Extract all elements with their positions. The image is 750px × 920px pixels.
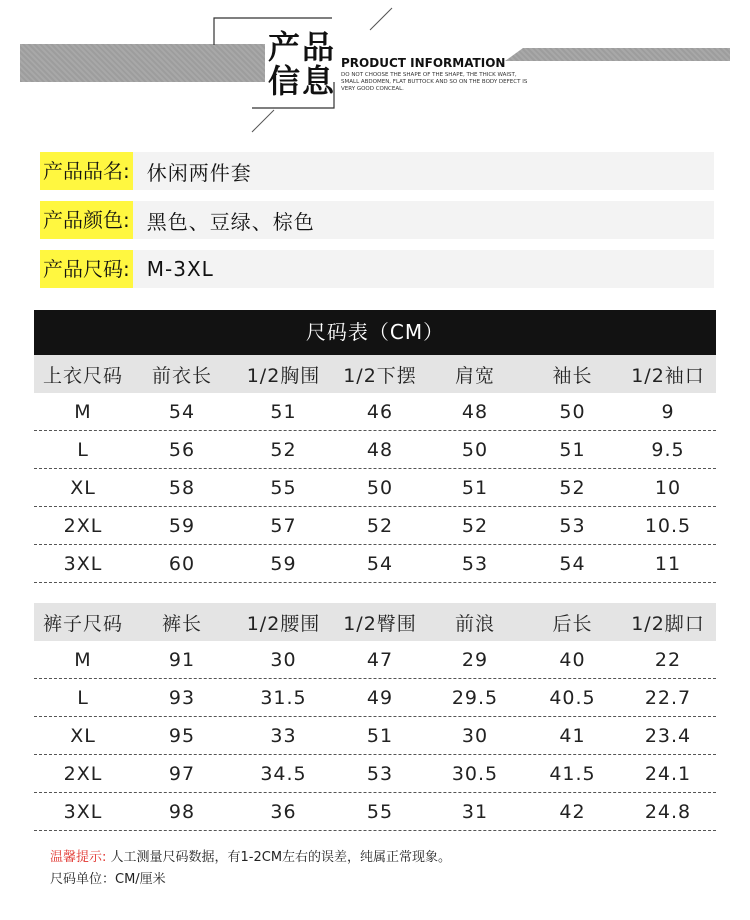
note-warn-label: 温馨提示: xyxy=(50,850,107,865)
table-cell: 24.1 xyxy=(644,762,692,785)
table-cell: 54 xyxy=(366,552,394,575)
header-cell: 裤长 xyxy=(161,612,202,635)
table-cell: 59 xyxy=(270,552,297,575)
header-cell: 1/2袖口 xyxy=(631,364,705,387)
table-cell: 57 xyxy=(270,514,297,537)
table-cell: 55 xyxy=(270,476,297,499)
measurement-note xyxy=(50,846,451,865)
table-header-row xyxy=(34,355,716,393)
table-row xyxy=(34,793,716,831)
table-cell: 55 xyxy=(366,800,394,823)
table-cell: M xyxy=(74,400,92,423)
table-cell: 52 xyxy=(559,476,586,499)
table-cell: M xyxy=(74,648,92,671)
table-cell: 33 xyxy=(270,724,297,747)
header-cell: 肩宽 xyxy=(454,364,495,387)
table-cell: 22.7 xyxy=(644,686,692,709)
table-row xyxy=(34,641,716,679)
product-info-banner xyxy=(0,0,750,140)
banner-title xyxy=(268,30,336,98)
table-header-row xyxy=(34,603,716,641)
table-cell: 53 xyxy=(366,762,394,785)
table-cell: 9.5 xyxy=(651,438,685,461)
table-cell: 51 xyxy=(559,438,586,461)
table-cell: 3XL xyxy=(63,552,103,575)
table-cell: 10 xyxy=(654,476,682,499)
header-cell: 1/2腰围 xyxy=(246,612,321,635)
table-cell: 31 xyxy=(461,800,489,823)
table-row xyxy=(34,717,716,755)
table-cell: 22 xyxy=(654,648,682,671)
table-cell: 11 xyxy=(654,552,682,575)
table-cell: 98 xyxy=(168,800,196,823)
table-cell: 24.8 xyxy=(644,800,692,823)
table-row xyxy=(34,679,716,717)
table-cell: 53 xyxy=(461,552,489,575)
top-size-table xyxy=(34,355,716,583)
table-cell: 2XL xyxy=(63,514,103,537)
header-cell: 前衣长 xyxy=(151,364,212,387)
table-cell: 91 xyxy=(168,648,196,671)
table-cell: 56 xyxy=(168,438,196,461)
table-cell: 9 xyxy=(661,400,675,423)
table-cell: 41 xyxy=(559,724,586,747)
table-cell: 50 xyxy=(366,476,394,499)
table-cell: 40.5 xyxy=(549,686,596,709)
table-cell: 58 xyxy=(168,476,196,499)
info-label: 产品品名: xyxy=(40,152,133,190)
table-cell: 97 xyxy=(168,762,196,785)
table-cell: 41.5 xyxy=(549,762,596,785)
header-cell: 袖长 xyxy=(552,364,593,387)
table-cell: L xyxy=(77,438,89,461)
table-cell: 3XL xyxy=(63,800,103,823)
header-cell: 1/2臀围 xyxy=(343,612,417,635)
table-cell: 49 xyxy=(366,686,394,709)
table-cell: 48 xyxy=(461,400,489,423)
table-cell: 54 xyxy=(559,552,586,575)
table-row xyxy=(34,431,716,469)
header-cell: 1/2下摆 xyxy=(343,364,417,387)
info-value: 黑色、豆绿、棕色 xyxy=(146,209,315,234)
header-cell: 上衣尺码 xyxy=(42,364,123,387)
table-cell: 46 xyxy=(366,400,394,423)
banner-title-line1: 产品 xyxy=(268,28,337,66)
table-cell: 50 xyxy=(461,438,489,461)
table-cell: L xyxy=(77,686,89,709)
header-cell: 前浪 xyxy=(454,612,495,635)
table-row xyxy=(34,393,716,431)
info-value: M-3XL xyxy=(146,257,214,281)
table-cell: 10.5 xyxy=(644,514,692,537)
info-row-name xyxy=(40,152,714,190)
banner-frame-lines xyxy=(0,0,750,140)
table-cell: XL xyxy=(70,724,96,747)
header-cell: 后长 xyxy=(552,612,593,635)
note-warn-text: 人工测量尺码数据，有1-2CM左右的误差，纯属正常现象。 xyxy=(110,850,452,865)
table-cell: 29 xyxy=(461,648,489,671)
banner-subtitle: DO NOT CHOOSE THE SHAPE OF THE SHAPE, THE THICK WAIST, SMALL ABDOMEN, FLAT BUTTOCK AND SO ON THE BODY DEFECT IS VERY GOOD CONCEAL. xyxy=(341,72,528,92)
table-cell: 51 xyxy=(461,476,489,499)
table-cell: 93 xyxy=(168,686,196,709)
table-cell: 50 xyxy=(559,400,586,423)
table-cell: 36 xyxy=(270,800,297,823)
table-cell: 51 xyxy=(366,724,394,747)
info-label: 产品尺码: xyxy=(40,250,133,288)
table-cell: 31.5 xyxy=(260,686,307,709)
table-cell: 42 xyxy=(559,800,586,823)
table-cell: 60 xyxy=(168,552,196,575)
table-cell: 59 xyxy=(168,514,196,537)
info-label: 产品颜色: xyxy=(40,201,133,239)
table-cell: XL xyxy=(70,476,96,499)
table-cell: 52 xyxy=(270,438,297,461)
size-table-title: 尺码表（CM） xyxy=(34,310,716,355)
info-row-color xyxy=(40,201,714,239)
banner-title-line2: 信息 xyxy=(268,62,337,100)
info-row-size xyxy=(40,250,714,288)
table-cell: 40 xyxy=(559,648,586,671)
header-cell: 裤子尺码 xyxy=(42,612,123,635)
table-cell: 2XL xyxy=(63,762,103,785)
pants-size-table xyxy=(34,603,716,831)
info-value: 休闲两件套 xyxy=(146,160,252,185)
table-row xyxy=(34,469,716,507)
table-cell: 95 xyxy=(168,724,196,747)
banner-title-en: PRODUCT INFORMATION xyxy=(341,56,506,70)
table-cell: 34.5 xyxy=(260,762,307,785)
table-cell: 30 xyxy=(270,648,297,671)
table-row xyxy=(34,507,716,545)
table-cell: 29.5 xyxy=(451,686,499,709)
table-row xyxy=(34,545,716,583)
table-cell: 51 xyxy=(270,400,297,423)
header-cell: 1/2胸围 xyxy=(246,364,321,387)
table-cell: 23.4 xyxy=(644,724,692,747)
table-cell: 48 xyxy=(366,438,394,461)
table-row xyxy=(34,755,716,793)
table-cell: 30 xyxy=(461,724,489,747)
table-cell: 30.5 xyxy=(451,762,499,785)
table-cell: 54 xyxy=(168,400,196,423)
header-cell: 1/2脚口 xyxy=(631,612,705,635)
table-cell: 52 xyxy=(461,514,489,537)
size-unit-note: 尺码单位：CM/厘米 xyxy=(50,872,166,887)
table-cell: 47 xyxy=(366,648,394,671)
table-cell: 53 xyxy=(559,514,586,537)
table-cell: 52 xyxy=(366,514,394,537)
